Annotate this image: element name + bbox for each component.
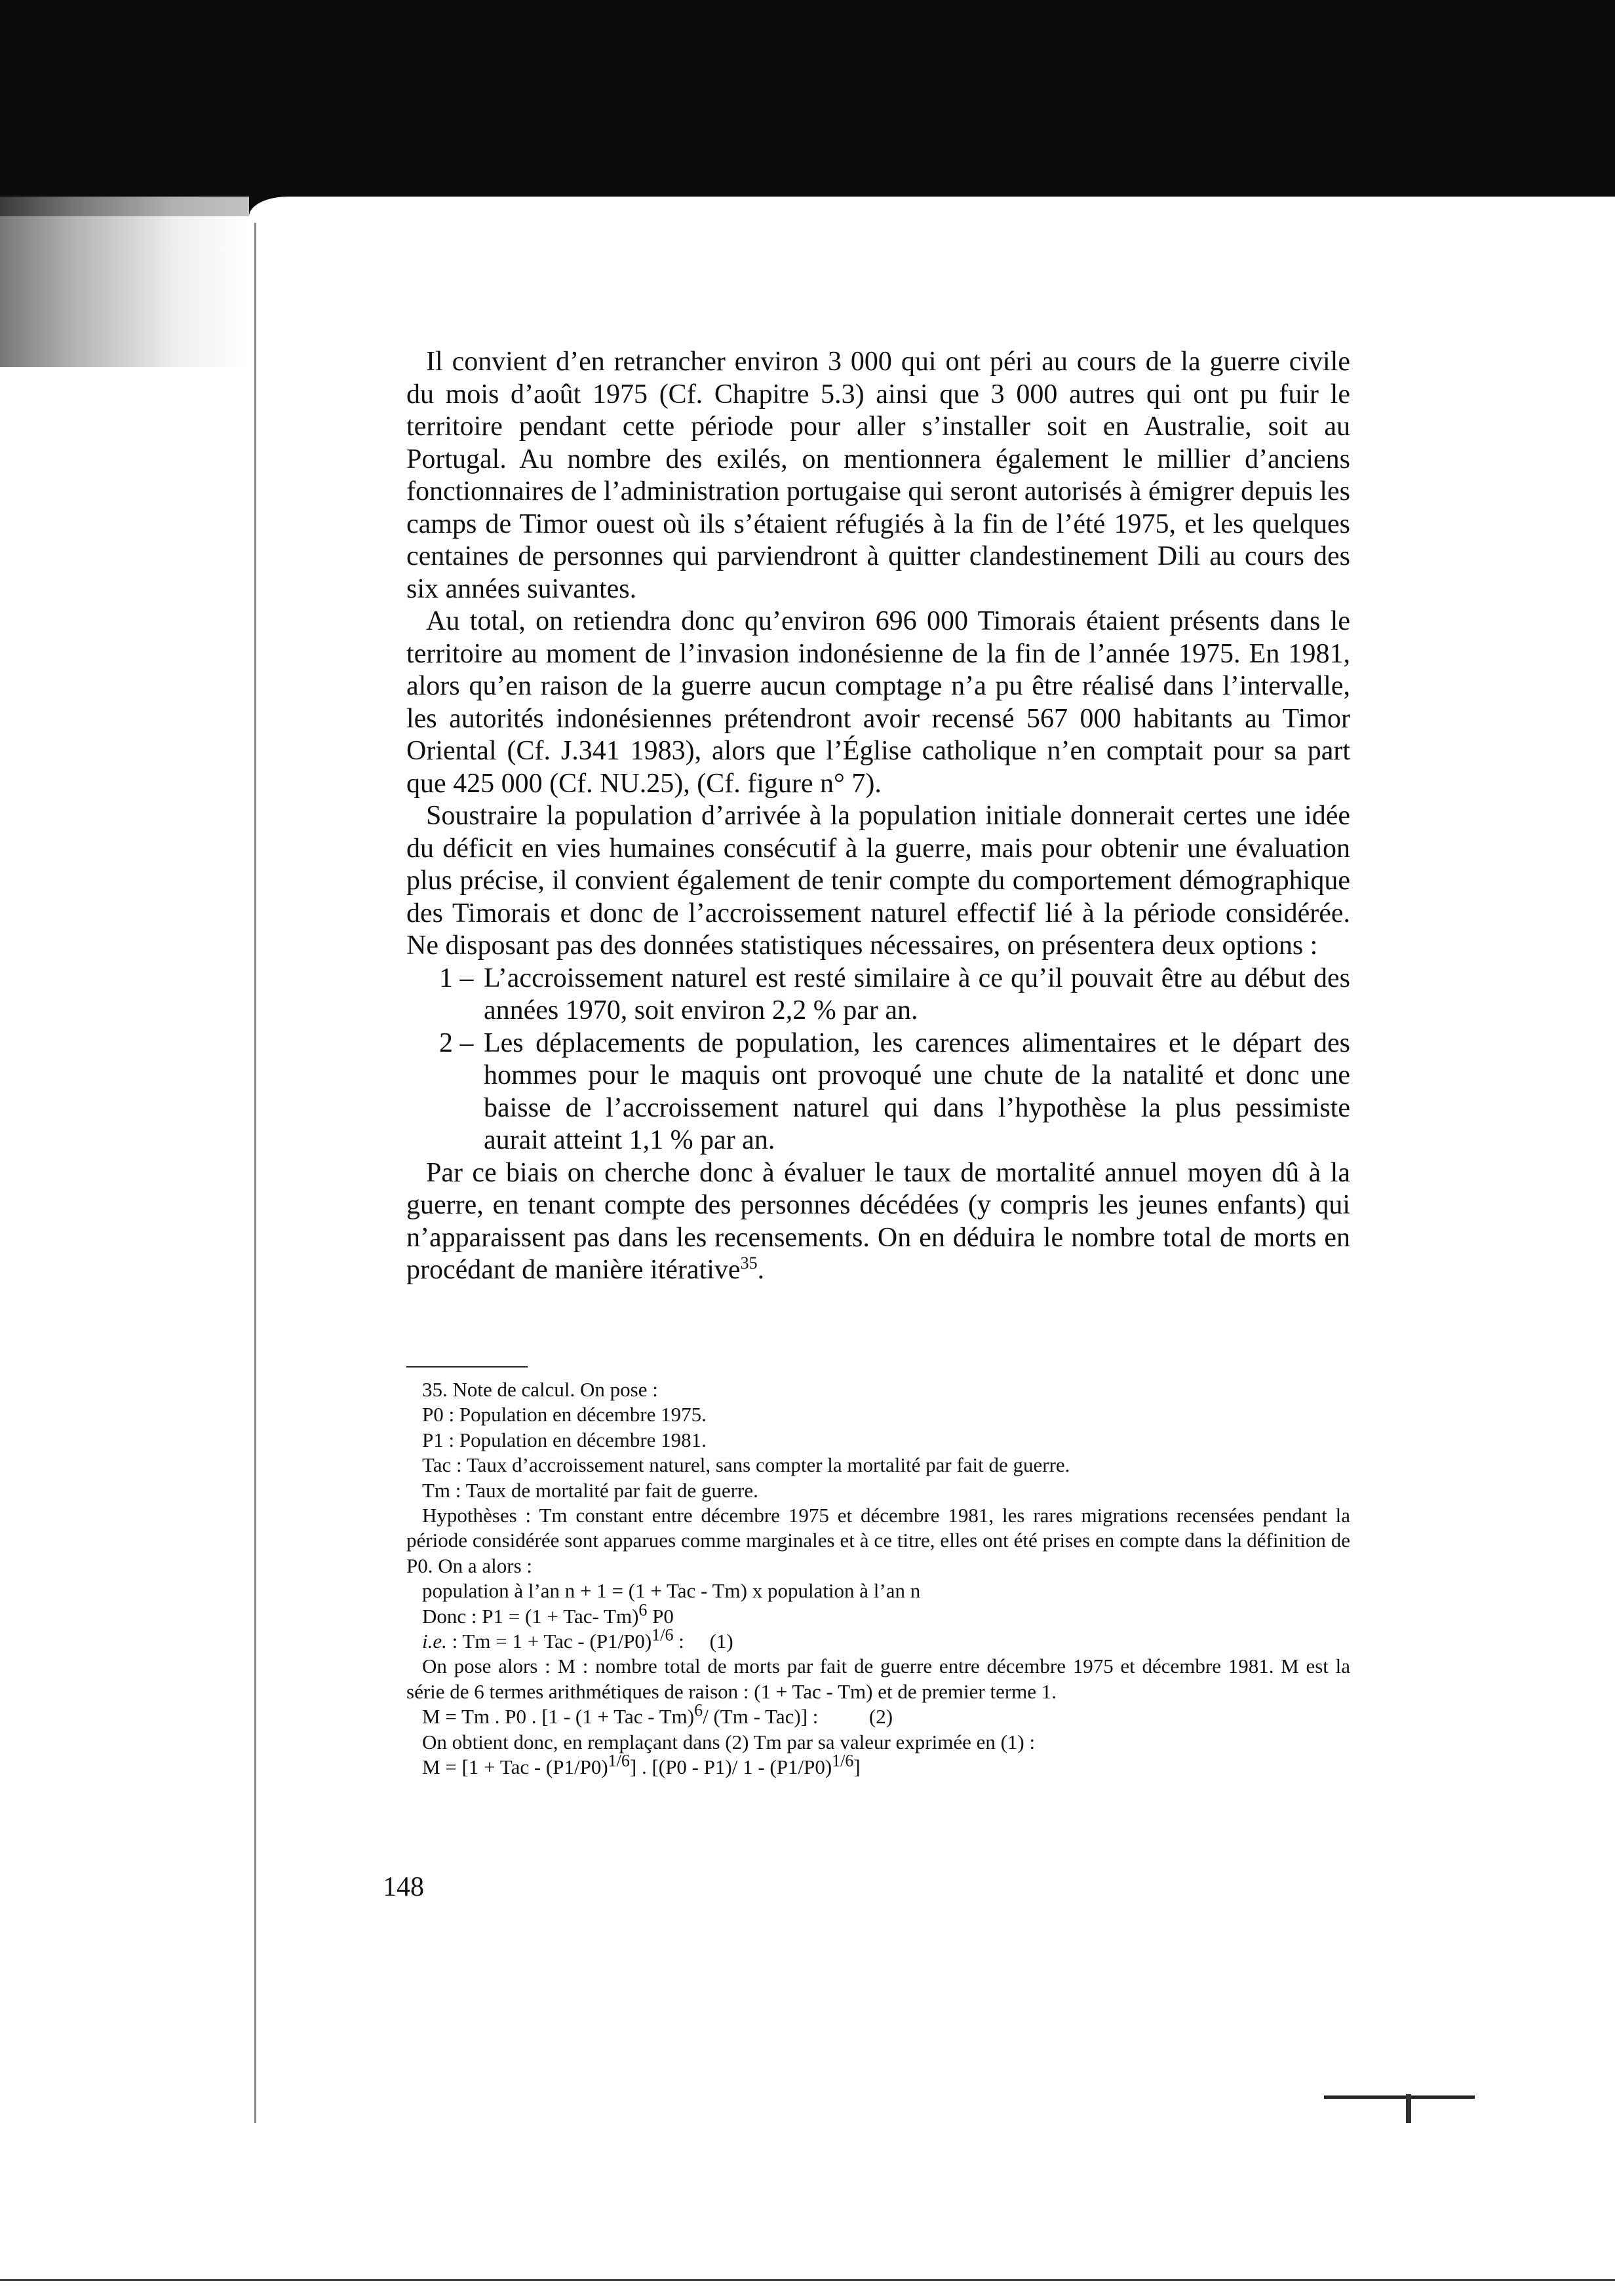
equation-text: ] . [(P0 - P1)/ 1 - (P1/P0) [629,1755,832,1779]
paragraph-2: Au total, on retiendra donc qu’environ 696 000 Timorais étaient présents dans le territoire au moment de l’invasion indonésienne de la fin de l’année 1975. En 1981, alors qu’en raison de la guerre aucun comptage n’a pu être réalisé dans l’intervalle, les autorités indonésiennes prétendront avoir recensé 567 000 habitants au Timor Oriental (Cf. J.341 1983), alors que l’Église catholique n’en comptait pour sa part que 425 000 (Cf. NU.25), (Cf. figure n° 7). [406,606,1350,799]
footnote-line: Tm : Taux de mortalité par fait de guerre. [422,1478,758,1502]
paragraph-4-end: . [757,1255,765,1285]
option-text: Les déplacements de population, les carences alimentaires et le départ des hommes pour le maquis ont provoqué une chute de la natalité et donc une baisse de l’accroissement naturel qui dans l’hypothèse la plus pessimiste aurait atteint 1,1 % par an. [484,1027,1350,1155]
footnote-line: P0 : Population en décembre 1975. [422,1403,707,1426]
footnote-line: Hypothèses : Tm constant entre décembre 1975 et décembre 1981, les rares migrations recensées pendant la période considérée sont apparues comme marginales et à ce titre, elles ont été prises en compte dans la définition de P0. On a alors : [406,1504,1350,1577]
equation [406,1700,1350,1729]
scan-shadow [0,197,249,367]
exponent: 6 [694,1700,703,1720]
equation [406,1751,1350,1780]
equation-text: M = [1 + Tac - (P1/P0) [422,1755,608,1779]
main-text [406,346,1350,1287]
paragraph-4 [406,1157,1350,1287]
exponent: 1/6 [832,1751,854,1770]
page-number: 148 [383,1872,424,1902]
option-text: L’accroissement naturel est resté similaire à ce qu’il pouvait être au début des années 1970, soit environ 2,2 % par an. [484,963,1350,1025]
scan-mark [1324,2095,1475,2099]
paragraph-1: Il convient d’en retrancher environ 3 000 qui ont péri au cours de la guerre civile du mois d’août 1975 (Cf. Chapitre 5.3) ainsi que 3 000 autres qui ont pu fuir le territoire pendant cette période pour aller s’installer soit en Australie, soit au Portugal. Au nombre des exilés, on mentionnera également le millier d’anciens fonctionnaires de l’administration portugaise qui seront autorisés à émigrer depuis les camps de Timor ouest où ils s’étaient réfugiés à la fin de l’été 1975, et les quelques centaines de personnes qui parviendront à quitter clandestinement Dili au cours des six années suivantes. [406,347,1350,604]
footnote [406,1377,1350,1780]
page-edge-curve [249,197,1615,236]
option-number: 1 – [439,963,474,993]
footnote-ref: 35 [740,1253,758,1272]
equation-text: : (1) [673,1630,733,1653]
equation-text: / (Tm - Tac)] : (2) [703,1705,893,1729]
scan-dark-band [0,0,1615,216]
footnote-line: Tac : Taux d’accroissement naturel, sans compter la mortalité par fait de guerre. [422,1453,1070,1477]
equation [406,1600,1350,1629]
equation-ie: i.e. [422,1630,447,1653]
equation-text: M = Tm . P0 . [1 - (1 + Tac - Tm) [422,1705,695,1729]
equation [406,1625,1350,1654]
exponent: 6 [638,1600,648,1620]
equation: population à l’an n + 1 = (1 + Tac - Tm) x population à l’an n [422,1579,921,1603]
scan-bottom-line [0,2279,1615,2281]
footnote-line: On obtient donc, en remplaçant dans (2) Tm par sa valeur exprimée en (1) : [422,1730,1036,1753]
option-number: 2 – [439,1027,474,1058]
footnote-separator [406,1366,528,1368]
equation-text: P0 [647,1604,674,1628]
paragraph-4-text: Par ce biais on cherche donc à évaluer le taux de mortalité annuel moyen dû à la guerre, en tenant compte des personnes décédées (y compris les jeunes enfants) qui n’apparaissent pas dans les recensements. On en déduira le nombre total de morts en procédant de manière itérative [406,1157,1350,1285]
paragraph-3: Soustraire la population d’arrivée à la population initiale donnerait certes une idée du déficit en vies humaines consécutif à la guerre, mais pour obtenir une évaluation plus précise, il convient également de tenir compte du comportement démographique des Timorais et donc de l’accroissement naturel effectif lié à la période considérée. Ne disposant pas des données statistiques nécessaires, on présentera deux options : [406,801,1350,961]
exponent: 1/6 [608,1751,630,1770]
footnote-line: On pose alors : M : nombre total de morts par fait de guerre entre décembre 1975 et décembre 1981. M est la série de 6 termes arithmétiques de raison : (1 + Tac - Tm) et de premier terme 1. [406,1655,1350,1703]
footnote-line: 35. Note de calcul. On pose : [422,1378,658,1401]
option-2 [406,1027,1350,1157]
equation-text: Donc : P1 = (1 + Tac- Tm) [422,1604,639,1628]
equation-text: ] [853,1755,861,1779]
footnote-line: P1 : Population en décembre 1981. [422,1428,707,1451]
scan-mark-stem [1406,2094,1411,2123]
option-1 [406,963,1350,1027]
exponent: 1/6 [652,1625,674,1645]
equation-text: : Tm = 1 + Tac - (P1/P0) [446,1630,652,1653]
binding-edge-line [254,223,256,2123]
